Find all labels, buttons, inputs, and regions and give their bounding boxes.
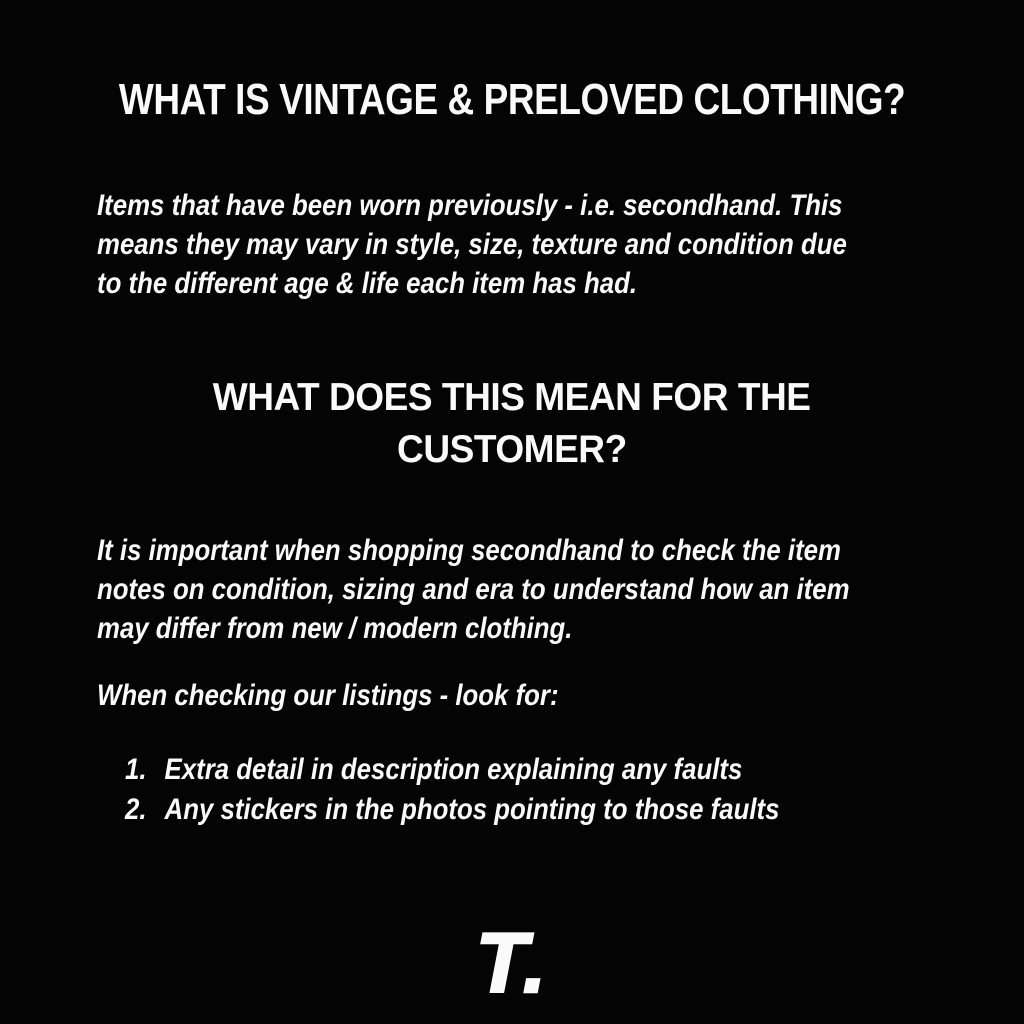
customer-paragraph-line: notes on condition, sizing and era to understand how an item [97,573,850,606]
intro-line: Items that have been worn previously - i.e. secondhand. This [97,189,843,222]
checklist [125,750,780,830]
checklist-item [125,750,780,790]
customer-paragraph-line: may differ from new / modern clothing. [97,612,573,645]
checklist-item-number: 1. [125,753,147,786]
intro-line: to the different age & life each item has had. [97,267,638,300]
page-title [0,76,1024,124]
intro-line: means they may vary in style, size, texture and condition due [97,228,847,261]
customer-heading-line1-text: WHAT DOES THIS MEAN FOR THE [213,376,811,419]
customer-heading-line [0,424,1024,476]
customer-paragraph [97,531,850,648]
customer-heading-line [0,372,1024,424]
checklist-item-number: 2. [125,793,147,826]
customer-heading [0,372,1024,476]
checklist-item-text: Any stickers in the photos pointing to those faults [164,793,780,826]
page-title-text: WHAT IS VINTAGE & PRELOVED CLOTHING? [118,75,906,124]
brand-logo-text: T. [475,916,549,1010]
checklist-item [125,790,780,830]
checklist-intro: When checking our listings - look for: [97,679,559,712]
customer-heading-line2-text: CUSTOMER? [397,428,627,471]
checklist-item-text: Extra detail in description explaining any faults [164,753,743,786]
intro-paragraph [97,186,847,303]
brand-logo [0,916,1024,1024]
customer-paragraph-line: It is important when shopping secondhand to check the item [97,534,841,567]
